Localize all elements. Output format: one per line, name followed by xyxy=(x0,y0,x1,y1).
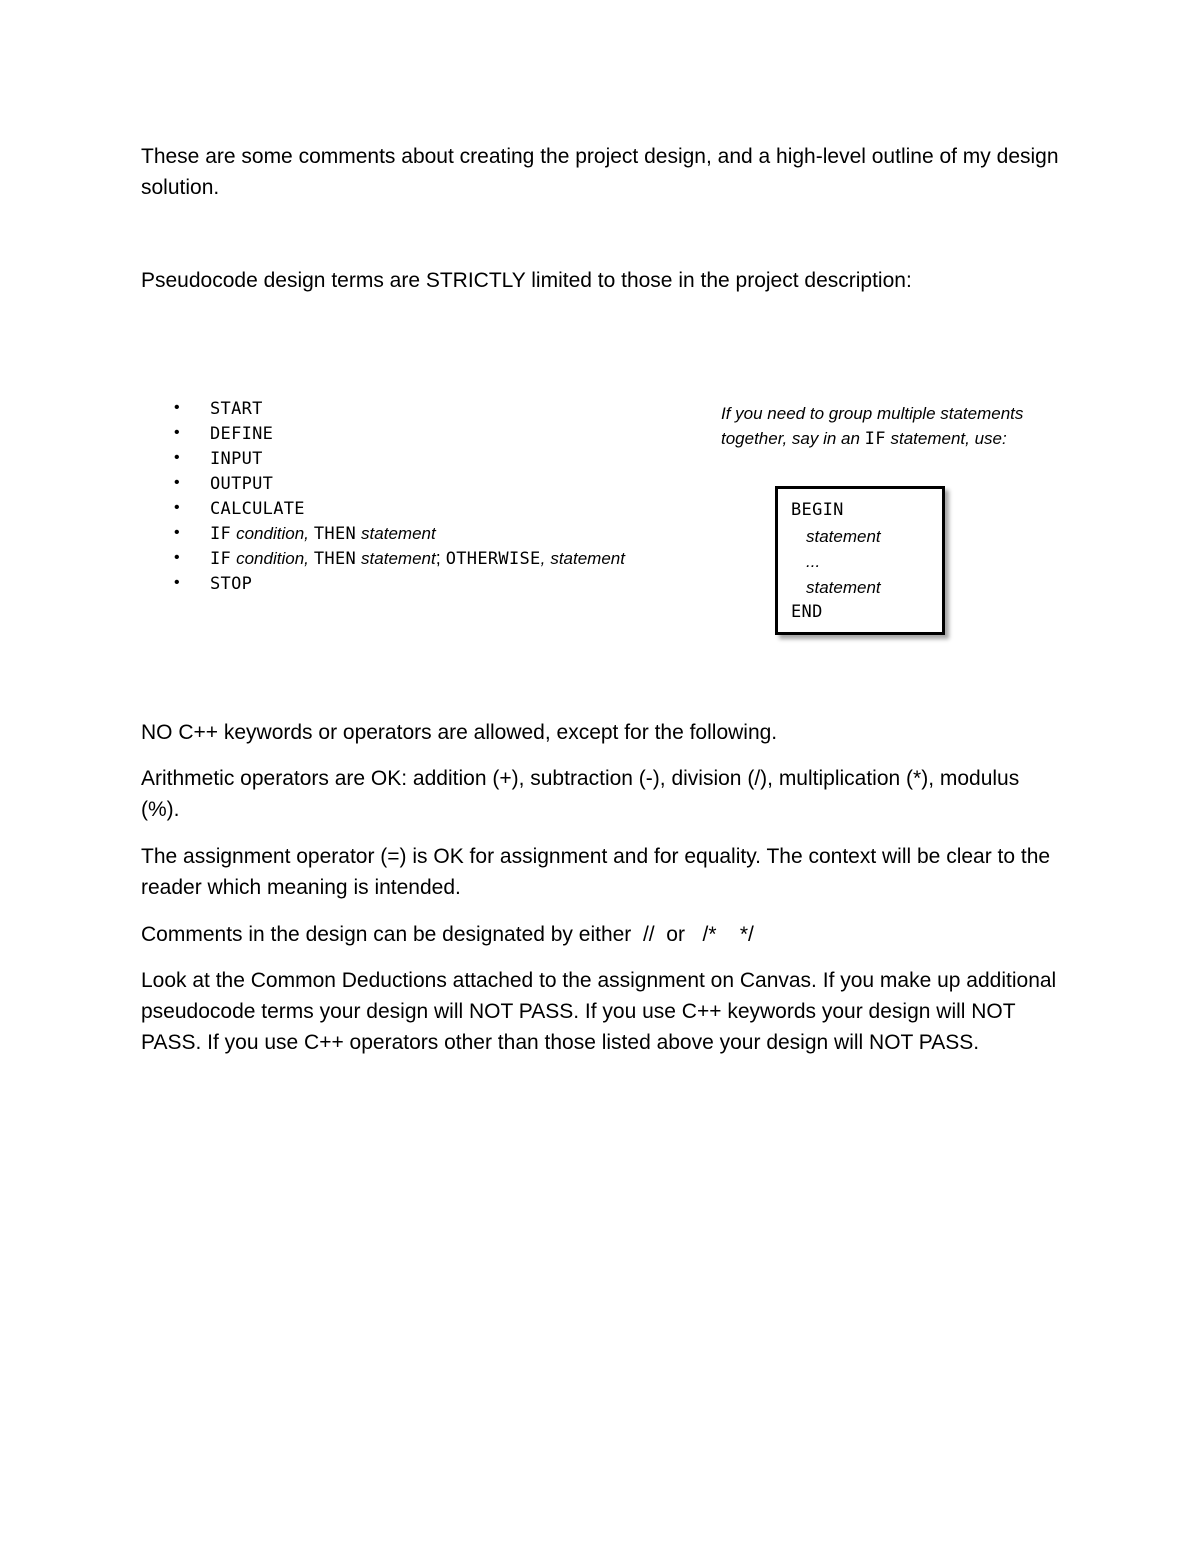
bullet-icon: • xyxy=(174,499,180,516)
term-then: THEN xyxy=(313,524,357,544)
bullet-icon: • xyxy=(174,574,180,591)
bullet-icon: • xyxy=(174,399,180,416)
bullet-icon: • xyxy=(174,449,180,466)
term-input: INPUT xyxy=(210,449,263,469)
term-statement: statement xyxy=(550,549,625,568)
bullet-icon: • xyxy=(174,474,180,491)
rule-arithmetic: Arithmetic operators are OK: addition (+), subtraction (-), division (/), multiplication (*), modulus (%). xyxy=(141,767,1020,821)
group-note xyxy=(721,401,1061,452)
term-if: IF xyxy=(210,524,232,544)
term-define: DEFINE xyxy=(210,424,274,444)
block-begin: BEGIN xyxy=(791,500,844,520)
group-note-line1: If you need to group multiple statements xyxy=(721,404,1024,423)
terms-heading: Pseudocode design terms are STRICTLY limited to those in the project description: xyxy=(141,269,912,292)
bullet-icon: • xyxy=(174,524,180,541)
term-then: THEN xyxy=(313,549,357,569)
term-output: OUTPUT xyxy=(210,474,274,494)
group-note-if-keyword: IF xyxy=(864,429,886,449)
term-condition: condition, xyxy=(236,549,309,568)
term-statement: statement xyxy=(361,524,436,543)
list-item xyxy=(170,521,625,546)
block-statement: statement xyxy=(806,577,881,597)
term-otherwise: OTHERWISE xyxy=(445,549,541,569)
term-semicolon: ; xyxy=(435,548,441,568)
rule-assignment: The assignment operator (=) is OK for assignment and for equality. The context will be clear to the reader which meaning is intended. xyxy=(141,845,1051,899)
list-item xyxy=(170,446,625,471)
term-start: START xyxy=(210,399,263,419)
block-end: END xyxy=(791,602,823,622)
rule-no-keywords: NO C++ keywords or operators are allowed, except for the following. xyxy=(141,721,778,744)
term-calculate: CALCULATE xyxy=(210,499,305,519)
list-item xyxy=(170,546,625,571)
intro-paragraph: These are some comments about creating the project design, and a high-level outline of my design solution. xyxy=(141,145,1059,199)
pseudocode-terms-list xyxy=(170,396,625,596)
list-item xyxy=(170,421,625,446)
list-item xyxy=(170,571,625,596)
rule-deductions: Look at the Common Deductions attached to the assignment on Canvas. If you make up additional pseudocode terms your design will NOT PASS. If you use C++ keywords your design will NOT PASS. If you use C++ operators other than those listed above your design will NOT PASS. xyxy=(141,969,1057,1054)
term-statement: statement xyxy=(361,549,436,568)
term-if: IF xyxy=(210,549,232,569)
list-item xyxy=(170,471,625,496)
group-note-line2-pre: together, say in an xyxy=(721,429,860,448)
term-stop: STOP xyxy=(210,574,253,594)
block-ellipsis: ... xyxy=(806,552,821,571)
bullet-icon: • xyxy=(174,549,180,566)
list-item xyxy=(170,496,625,521)
rule-comments: Comments in the design can be designated by either // or /* */ xyxy=(141,923,754,946)
bullet-icon: • xyxy=(174,424,180,441)
term-condition: condition, xyxy=(236,524,309,543)
group-note-line2-post: statement, use: xyxy=(890,429,1007,448)
begin-end-block xyxy=(775,486,945,635)
term-comma: , xyxy=(540,549,546,568)
list-item xyxy=(170,396,625,421)
block-statement: statement xyxy=(806,526,881,546)
